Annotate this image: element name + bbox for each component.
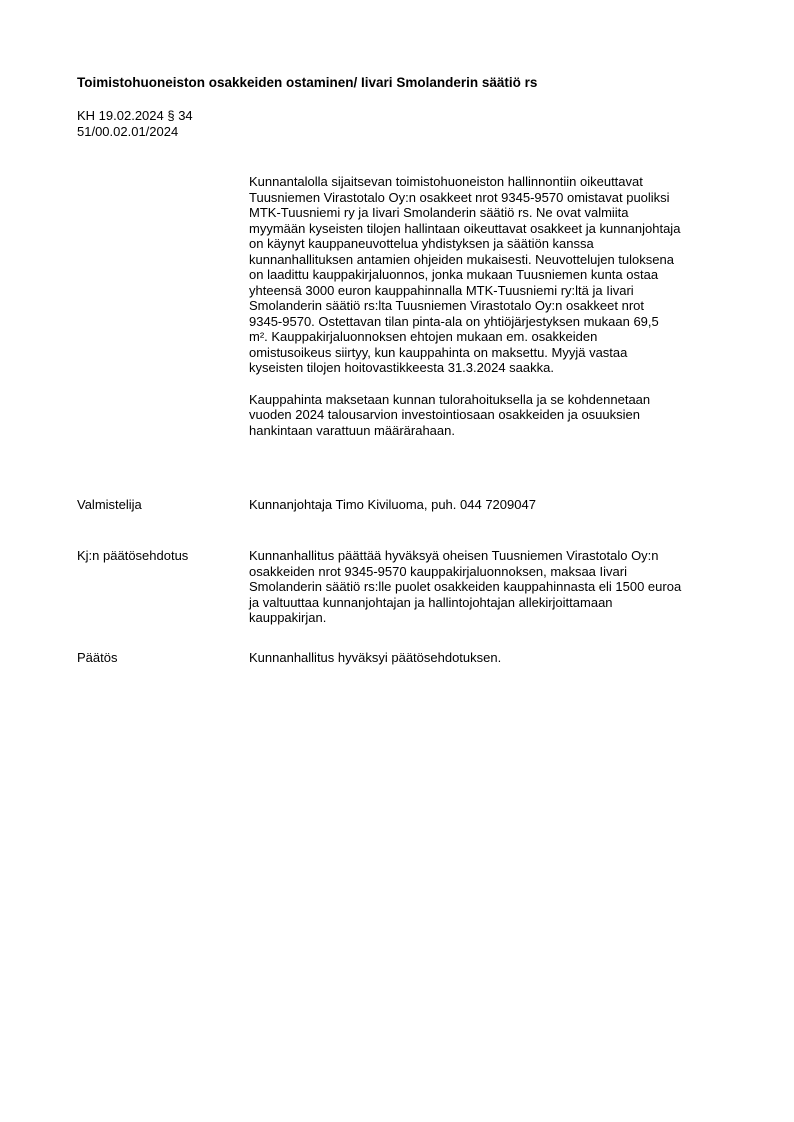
- meeting-date-section: KH 19.02.2024 § 34: [77, 108, 193, 123]
- document-title: Toimistohuoneiston osakkeiden ostaminen/ Iivari Smolanderin säätiö rs: [77, 75, 538, 90]
- intro-section: [249, 174, 741, 438]
- valmistelija-label: Valmistelija: [77, 497, 142, 512]
- record-number: 51/00.02.01/2024: [77, 124, 179, 139]
- intro-paragraph-1: Kunnantalolla sijaitsevan toimistohuoneiston hallinnontiin oikeuttavat Tuusniemen Virastotalo Oy:n osakkeet nrot 9345-9570 omistavat puoliksi MTK-Tuusniemi ry ja Iivari Smolanderin säätiö rs. Ne ovat valmiita myymään kyseisten tilojen hallintaan oikeuttavat osakkeet ja kunnanjohtaja on käynyt kauppaneuvottelua yhdistyksen ja säätiön kanssa kunnanhallituksen antamien ohjeiden mukaisesti. Neuvottelujen tuloksena on laadittu kauppakirjaluonnos, jonka mukaan Tuusniemen kunta ostaa yhteensä 3000 euron kauppahinnalla MTK-Tuusniemi ry:ltä ja Iivari Smolanderin säätiö rs:lta Tuusniemen Virastotalo Oy:n osakkeet nrot 9345-9570. Ostettavan tilan pinta-ala on yhtiöjärjestyksen mukaan 69,5 m². Kauppakirjaluonnoksen ehtojen mukaan em. osakkeiden omistusoikeus siirtyy, kun kauppahinta on maksettu. Myyjä vastaa kyseisten tilojen hoitovastikkeesta 31.3.2024 saakka.: [249, 174, 681, 375]
- intro-paragraph-2: Kauppahinta maksetaan kunnan tulorahoituksella ja se kohdennetaan vuoden 2024 talousarvion investointiosaan osakkeiden ja osuuksien hankintaan varattuun määrärahaan.: [249, 391, 651, 438]
- valmistelija-text: Kunnanjohtaja Timo Kiviluoma, puh. 044 7209047: [249, 497, 536, 512]
- decision-text: Kunnanhallitus hyväksyi päätösehdotuksen.: [249, 650, 502, 665]
- decision-label: Päätös: [77, 650, 118, 665]
- proposal-label: Kj:n päätösehdotus: [77, 548, 189, 563]
- proposal-text: Kunnanhallitus päättää hyväksyä oheisen Tuusniemen Virastotalo Oy:n osakkeiden nrot 9345-9570 kauppakirjaluonnoksen, maksaa Iivari Smolanderin säätiö rs:lle puolet osakkeiden kauppahinnasta eli 1500 euroa ja valtuuttaa kunnanjohtajan ja hallintojohtajan allekirjoittamaan kauppakirjan.: [249, 548, 682, 625]
- meeting-reference: [77, 108, 193, 140]
